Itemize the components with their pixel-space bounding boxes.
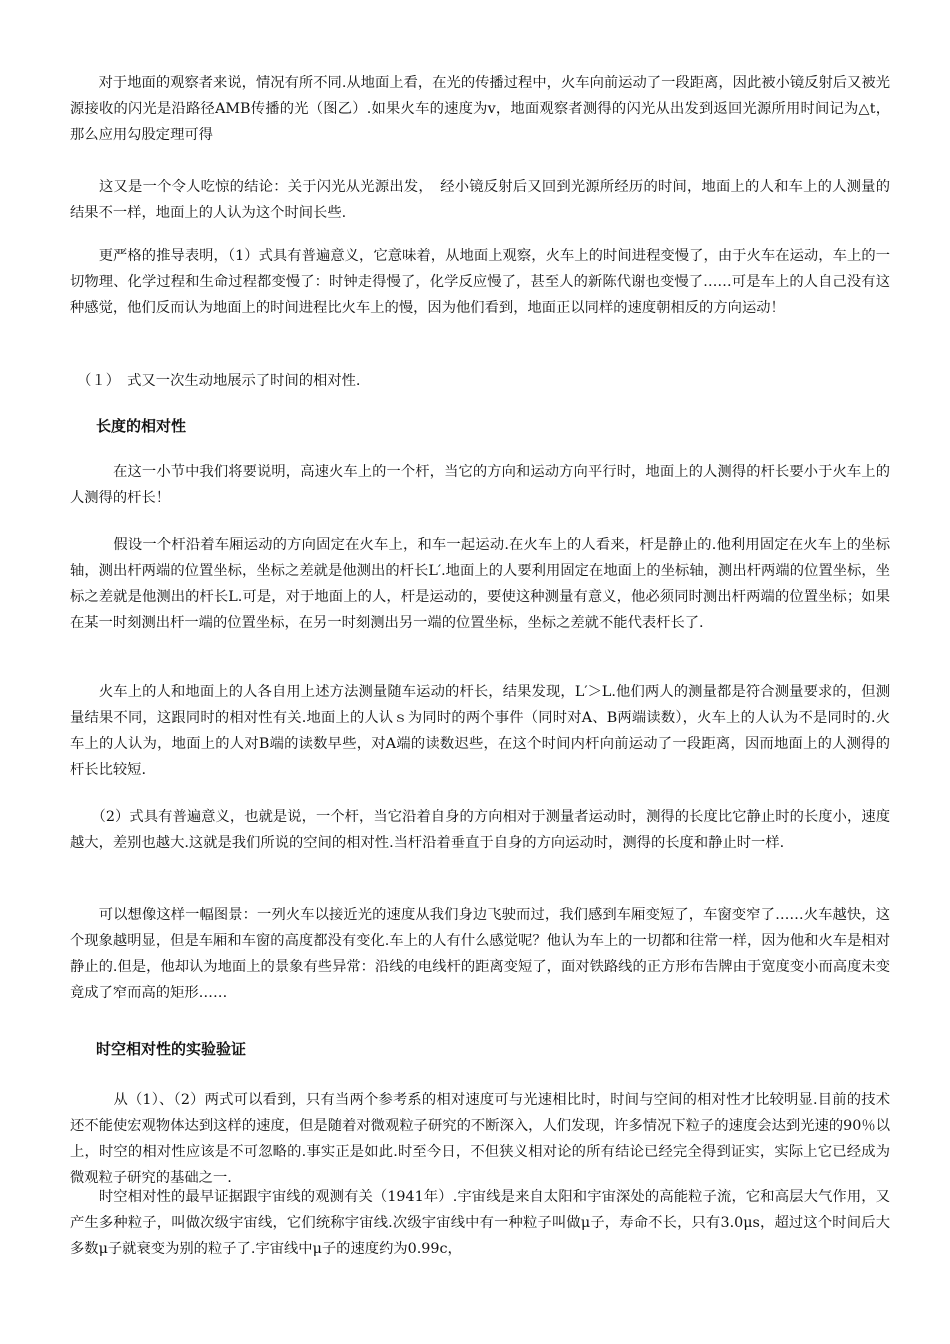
paragraph-time-relativity: （１） 式又一次生动地展示了时间的相对性.	[70, 373, 361, 389]
paragraph-verification: 从（1）、（2）两式可以看到，只有当两个参考系的相对速度可与光速相比时，时间与空间的相对性才比较明显.目前的技术还不能使宏观物体达到这样的速度，但是随着对微观粒子研究的不断深入，人们发现，许多情况下粒子的速度会达到光速的90％以上，时空的相对性应该是不可忽略的.事实正是如此.时至今日，不但狭义相对论的所有结论已经完全得到证实，实际上它已经成为微观粒子研究的基础之一.	[70, 1092, 890, 1186]
paragraph-surprising-conclusion: 这又是一个令人吃惊的结论：关于闪光从光源出发， 经小镜反射后又回到光源所经历的时间，地面上的人和车上的人测量的结果不一样，地面上的人认为这个时间长些.	[70, 179, 890, 221]
paragraph-cosmic-rays: 时空相对性的最早证据跟宇宙线的观测有关（1941年）.宇宙线是来自太阳和宇宙深处的高能粒子流，它和高层大气作用，又产生多种粒子，叫做次级宇宙线，它们统称宇宙线.次级宇宙线中有一种粒子叫做μ子，寿命不长，只有3.0μs，超过这个时间后大多数μ子就衰变为别的粒子了.宇宙线中μ子的速度约为0.99c，	[70, 1189, 890, 1257]
section-heading-length-relativity: 长度的相对性	[96, 417, 187, 435]
paragraph-time-slows: 更严格的推导表明，（1）式具有普遍意义，它意味着，从地面上观察，火车上的时间进程变慢了，由于火车在运动，车上的一切物理、化学过程和生命过程都变慢了：时钟走得慢了，化学反应慢了，甚至人的新陈代谢也变慢了……可是车上的人自己没有这种感觉，他们反而认为地面上的时间进程比火车上的慢，因为他们看到，地面正以同样的速度朝相反的方向运动！	[70, 248, 890, 316]
paragraph-rod-intro: 在这一小节中我们将要说明，高速火车上的一个杆，当它的方向和运动方向平行时，地面上的人测得的杆长要小于火车上的人测得的杆长！	[70, 464, 890, 506]
paragraph-rod-result: 火车上的人和地面上的人各自用上述方法测量随车运动的杆长，结果发现，L′＞L.他们两人的测量都是符合测量要求的，但测量结果不同，这跟同时的相对性有关.地面上的人认ｓ为同时的两个事件（同时对A、B两端读数），火车上的人认为不是同时的.火车上的人认为，地面上的人对B端的读数早些，对A端的读数迟些，在这个时间内杆向前运动了一段距离，因而地面上的人测得的杆长比较短.	[70, 684, 890, 778]
paragraph-rod-measurement: 假设一个杆沿着车厢运动的方向固定在火车上，和车一起运动.在火车上的人看来，杆是静止的.他利用固定在火车上的坐标轴，测出杆两端的位置坐标，坐标之差就是他测出的杆长L′.地面上的人要利用固定在地面上的坐标轴，测出杆两端的位置坐标，坐标之差就是他测出的杆长L.可是，对于地面上的人，杆是运动的，要使这种测量有意义，他必须同时测出杆两端的位置坐标；如果在某一时刻测出杆一端的位置坐标，在另一时刻测出另一端的位置坐标，坐标之差就不能代表杆长了.	[70, 537, 890, 631]
paragraph-ground-observer: 对于地面的观察者来说，情况有所不同.从地面上看，在光的传播过程中，火车向前运动了一段距离，因此被小镜反射后又被光源接收的闪光是沿路径AMB传播的光（图乙）.如果火车的速度为v，地面观察者测得的闪光从出发到返回光源所用时间记为△t，那么应用勾股定理可得	[70, 75, 890, 143]
paragraph-imagined-scene: 可以想像这样一幅图景：一列火车以接近光的速度从我们身边飞驶而过，我们感到车厢变短了，车窗变窄了……火车越快，这个现象越明显，但是车厢和车窗的高度都没有变化.车上的人有什么感觉呢？他认为车上的一切都和往常一样，因为他和火车是相对静止的.但是，他却认为地面上的景象有些异常：沿线的电线杆的距离变短了，面对铁路线的正方形布告牌由于宽度变小而高度未变竟成了窄而高的矩形……	[70, 907, 890, 1001]
paragraph-space-relativity: （2）式具有普遍意义，也就是说，一个杆，当它沿着自身的方向相对于测量者运动时，测得的长度比它静止时的长度小，速度越大，差别也越大.这就是我们所说的空间的相对性.当杆沿着垂直于自身的方向运动时，测得的长度和静止时一样.	[70, 809, 890, 851]
section-heading-experimental-verification: 时空相对性的实验验证	[96, 1040, 247, 1058]
